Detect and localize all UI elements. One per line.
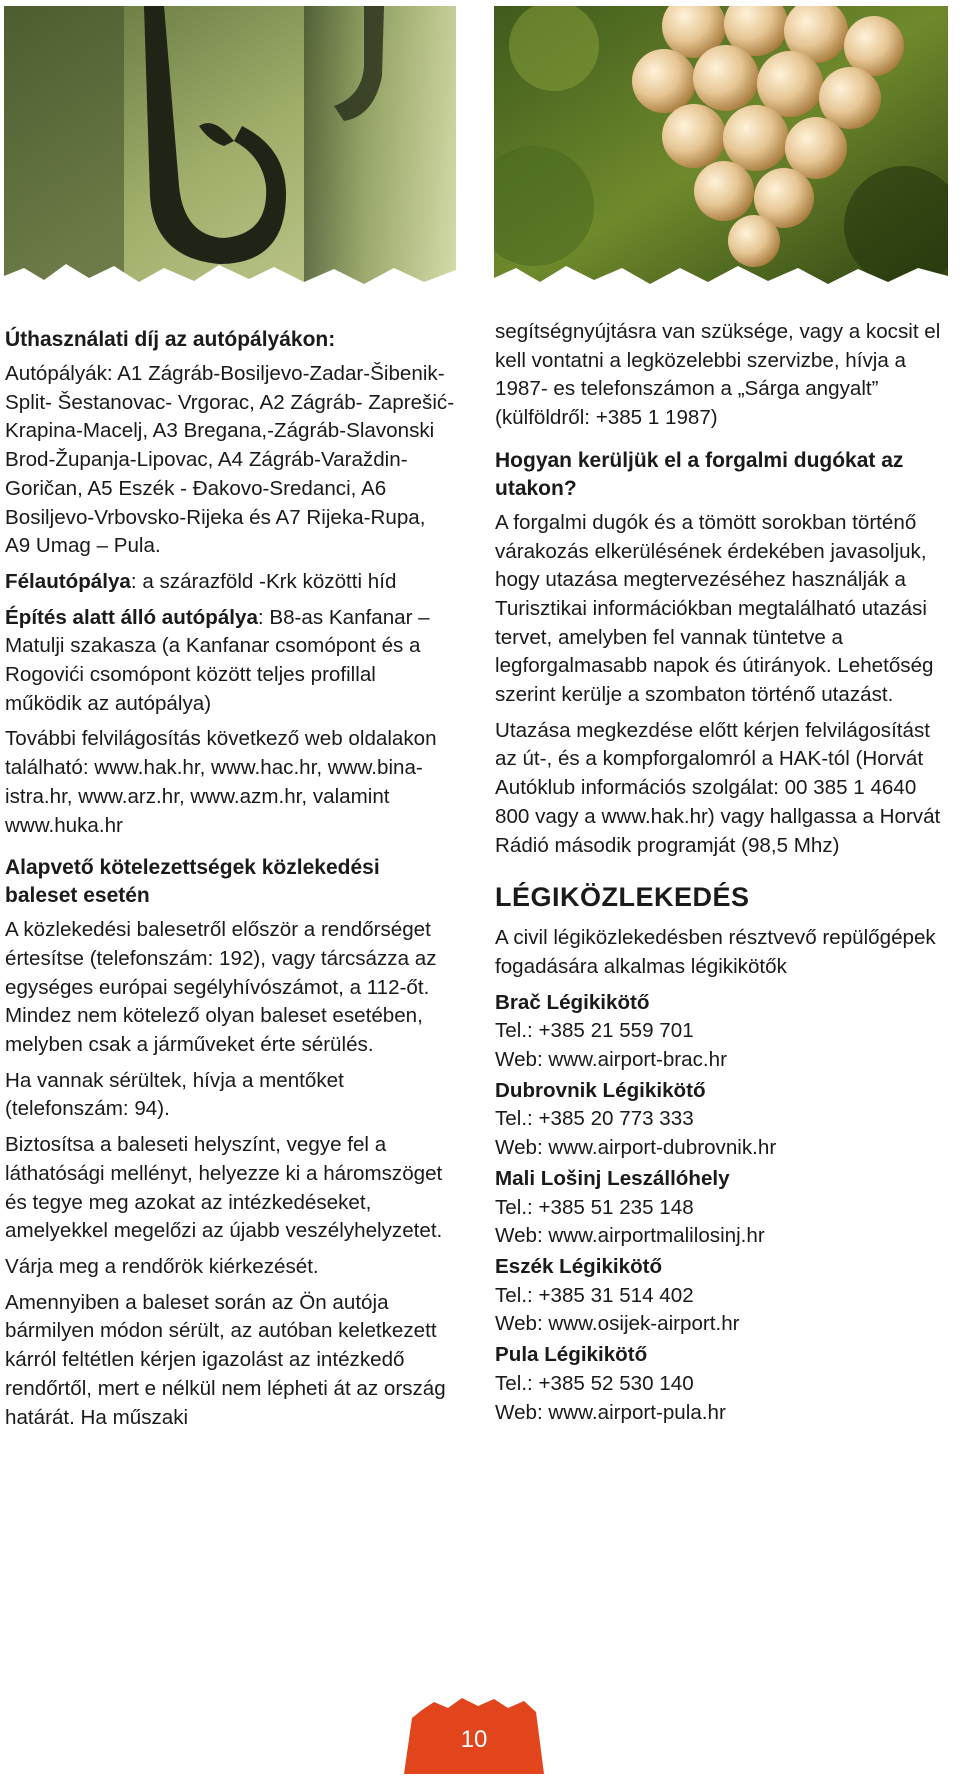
accident-para-1: A közlekedési balesetről először a rendőrséget értesítse (telefonszám: 192), vagy tárcsázza az egységes európai segélyhívószámot, a 112-őt. Mindez nem kötelező olyan baleset esetében, melyben csak a járműveket érte sérülés. bbox=[5, 918, 437, 1057]
airport-entry bbox=[495, 989, 945, 1075]
accident-para-4: Várja meg a rendőrök kiérkezését. bbox=[5, 1254, 319, 1278]
airport-entry bbox=[495, 1165, 945, 1251]
grapes-photo bbox=[494, 6, 948, 296]
airport-entry bbox=[495, 1341, 945, 1427]
toll-heading: Úthasználati díj az autópályákon: bbox=[5, 328, 336, 351]
accident-para-2: Ha vannak sérültek, hívja a mentőket (telefonszám: 94). bbox=[5, 1068, 344, 1121]
airport-name: Brač Légikikötő bbox=[495, 990, 650, 1014]
accident-para-3: Biztosítsa a baleseti helyszínt, vegye fel a láthatósági mellényt, helyezze ki a háromszöget és tegye meg azokat az intézkedéseket, amelyekkel megelőzi az újabb veszélyhelyzetet. bbox=[5, 1133, 443, 1243]
continued-text: segítségnyújtásra van szüksége, vagy a kocsit el kell vontatni a legközelebbi szervizbe, hívja a 1987- es telefonszámon a „Sárga angyalt” (külföldről: +385 1 1987) bbox=[495, 320, 941, 430]
more-info-text: További felvilágosítás következő web oldalakon található: www.hak.hr, www.hac.hr, www.bina-istra.hr, www.arz.hr, www.azm.hr, valamint www.huka.hr bbox=[5, 727, 437, 837]
traffic-heading: Hogyan kerüljük el a forgalmi dugókat az utakon? bbox=[495, 448, 904, 500]
accident-heading: Alapvető kötelezettségek közlekedési baleset esetén bbox=[5, 856, 380, 908]
wine-pourer-photo bbox=[4, 6, 456, 296]
airport-tel: Tel.: +385 52 530 140 bbox=[495, 1371, 694, 1395]
air-intro: A civil légiközlekedésben résztvevő repülőgépek fogadására alkalmas légikikötők bbox=[495, 926, 936, 978]
airport-name: Mali Lošinj Leszállóhely bbox=[495, 1166, 730, 1190]
motorways-text: Autópályák: A1 Zágráb-Bosiljevo-Zadar-Šibenik-Split- Šestanovac- Vrgorac, A2 Zágráb- Zaprešić-Krapina-Macelj, A3 Bregana,-Zágráb-Slavonski Brod-Županja-Lipovac, A4 Zágráb-Varaždin-Goričan, A5 Eszék - Đakovo-Sredanci, A6 Bosiljevo-Vrbovsko-Rijeka és A7 Rijeka-Rupa, A9 Umag – Pula. bbox=[5, 362, 455, 558]
airport-web: Web: www.osijek-airport.hr bbox=[495, 1312, 740, 1336]
airport-web: Web: www.airportmalilosinj.hr bbox=[495, 1224, 765, 1248]
airport-tel: Tel.: +385 21 559 701 bbox=[495, 1019, 694, 1043]
page-number-badge bbox=[404, 1696, 544, 1774]
airport-web: Web: www.airport-brac.hr bbox=[495, 1048, 727, 1072]
airport-entry bbox=[495, 1077, 945, 1163]
construction-label: Építés alatt álló autópálya bbox=[5, 605, 258, 629]
airport-tel: Tel.: +385 20 773 333 bbox=[495, 1107, 694, 1131]
airport-name: Pula Légikikötő bbox=[495, 1343, 648, 1367]
traffic-para-2: Utazása megkezdése előtt kérjen felvilágosítást az út-, és a kompforgalomról a HAK-tól (Horvát Autóklub információs szolgálat: 00 385 1 4640 800 vagy a www.hak.hr) vagy hallgassa a Horvát Rádió második programját (98,5 Mhz) bbox=[495, 718, 941, 857]
half-motorway-text: : a szárazföld -Krk közötti híd bbox=[130, 569, 397, 593]
left-column bbox=[5, 318, 455, 1439]
traffic-para-1: A forgalmi dugók és a tömött sorokban történő várakozás elkerülésének érdekében javasoljuk, hogy utazása megtervezéséhez használják a Turisztikai információkban megtalálható utazási tervet, amelyben fel vannak tüntetve a legforgalmasabb napok és útirányok. Lehetőség szerint kerülje a szombaton történő utazást. bbox=[495, 510, 934, 707]
airport-tel: Tel.: +385 31 514 402 bbox=[495, 1283, 694, 1307]
airport-web: Web: www.airport-dubrovnik.hr bbox=[495, 1136, 777, 1160]
airport-tel: Tel.: +385 51 235 148 bbox=[495, 1195, 694, 1219]
airport-name: Eszék Légikikötő bbox=[495, 1254, 663, 1278]
page-number: 10 bbox=[460, 1726, 488, 1753]
construction-para bbox=[5, 604, 455, 719]
airport-entry bbox=[495, 1253, 945, 1339]
construction-text: : B8-as Kanfanar – Matulji szakasza (a Kanfanar csomópont és a Rogovići csomópont között teljes profillal működik az autópálya) bbox=[5, 605, 430, 715]
airport-name: Dubrovnik Légikikötő bbox=[495, 1078, 706, 1102]
right-column bbox=[495, 318, 945, 1429]
accident-para-5: Amennyiben a baleset során az Ön autója bármilyen módon sérült, az autóban keletkezett kárról feltétlen kérjen igazolást az intézkedő rendőrtől, mert e nélkül nem lépheti át az ország határát. Ha műszaki bbox=[5, 1290, 446, 1429]
airport-web: Web: www.airport-pula.hr bbox=[495, 1400, 726, 1424]
half-motorway-label: Félautópálya bbox=[5, 569, 131, 593]
half-motorway-para bbox=[5, 568, 455, 597]
air-heading: LÉGIKÖZLEKEDÉS bbox=[495, 882, 750, 913]
